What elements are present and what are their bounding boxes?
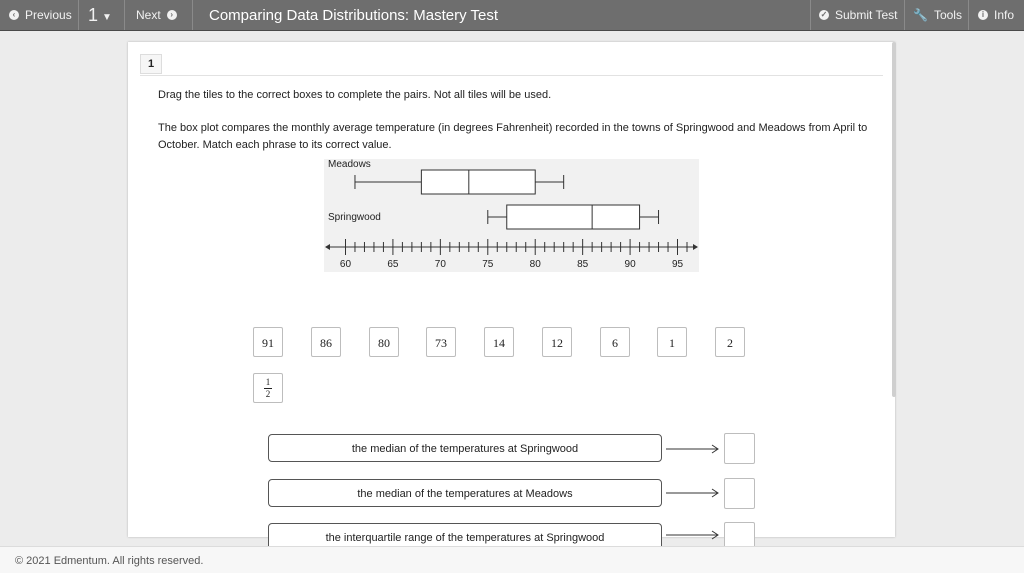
test-title: Comparing Data Distributions: Mastery Test [209,7,498,24]
previous-label: Previous [25,8,72,22]
info-button[interactable] [978,0,1014,30]
tile[interactable]: 80 [369,327,399,357]
previous-button[interactable] [9,0,72,30]
answer-drop-box[interactable] [724,433,755,464]
wrench-icon: 🔧 [913,8,928,22]
submit-test-button[interactable] [819,0,897,30]
footer [0,546,1024,573]
info-icon: i [978,10,988,20]
instruction-text: Drag the tiles to the correct boxes to complete the pairs. Not all tiles will be used. [158,89,552,101]
phrase-box: the median of the temperatures at Meadows [268,479,662,507]
arrow-right-icon [666,443,721,455]
question-card [128,42,895,544]
tile[interactable]: 14 [484,327,514,357]
question-number: 1 [88,4,99,25]
chevron-down-icon: ▼ [102,11,112,23]
tile[interactable]: 91 [253,327,283,357]
info-label: Info [994,8,1015,22]
scrollbar[interactable] [892,42,896,397]
series-label: Meadows [328,159,371,170]
tile[interactable]: 1 [657,327,687,357]
tick-label: 85 [577,259,589,270]
tools-button[interactable] [913,0,962,30]
tile[interactable]: 2 [715,327,745,357]
box [421,170,535,194]
tick-label: 65 [387,259,399,270]
tile[interactable]: 86 [311,327,341,357]
phrase-box: the interquartile range of the temperatures at Springwood [268,523,662,551]
tick-label: 80 [529,259,541,270]
check-circle-icon: ✓ [820,10,828,19]
question-number-badge: 1 [140,54,162,74]
tick-label: 90 [624,259,636,270]
tile[interactable]: 73 [426,327,456,357]
phrase-box: the median of the temperatures at Springwood [268,434,662,462]
tick-label: 75 [482,259,494,270]
arrow-right-icon: › [167,10,177,20]
fraction-numerator: 1 [265,377,271,387]
next-button[interactable] [136,0,177,30]
box-plot-chart [324,159,699,272]
tools-label: Tools [933,8,962,22]
submit-label: Submit Test [835,8,898,22]
tick-label: 60 [339,259,352,270]
tick-label: 95 [671,259,684,270]
arrow-right-icon [666,487,721,499]
tile[interactable]: 6 [600,327,630,357]
arrow-left-icon: ‹ [9,10,19,20]
fraction-tile[interactable] [253,373,283,403]
fraction-denominator: 2 [265,389,271,399]
answer-drop-box[interactable] [724,478,755,509]
series-label: Springwood [328,212,381,223]
next-label: Next [136,8,161,22]
box [507,205,640,229]
tick-label: 70 [434,259,446,270]
question-number-dropdown[interactable] [88,0,112,30]
arrow-right-icon [666,529,721,541]
copyright-text: © 2021 Edmentum. All rights reserved. [15,555,204,567]
tile[interactable]: 12 [542,327,572,357]
top-toolbar [0,0,1024,31]
prompt-text: The box plot compares the monthly average temperature (in degrees Fahrenheit) recorded in the towns of Springwood and Meadows from April to October. Match each phrase to its correct value. [158,122,868,151]
